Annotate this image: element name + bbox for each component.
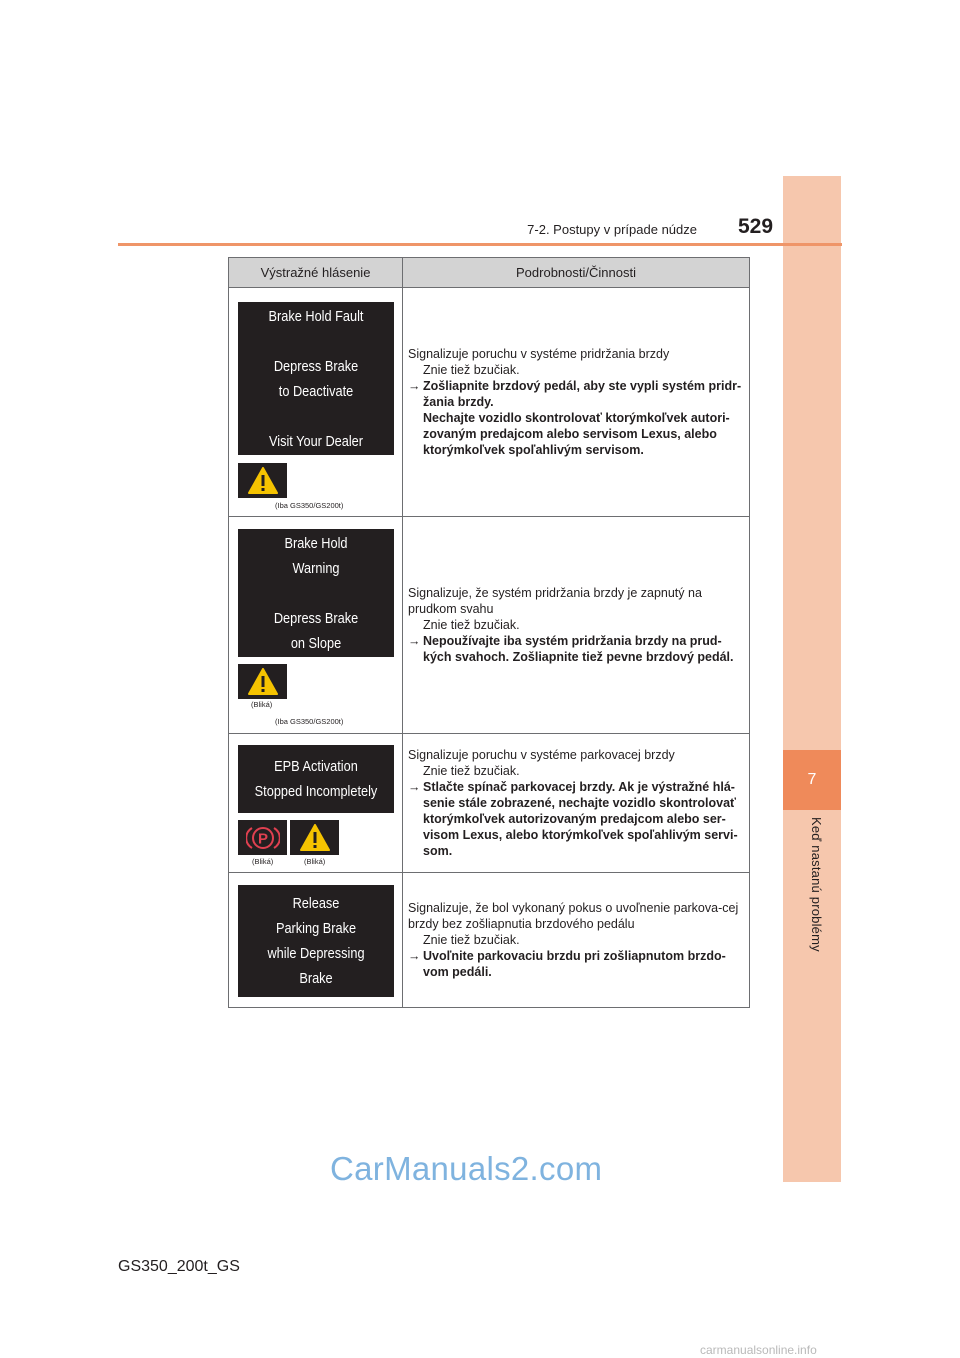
action-line <box>408 378 743 410</box>
column-header-details: Podrobnosti/Činnosti <box>403 258 750 288</box>
message-cell <box>229 734 403 873</box>
desc-sub: Znie tiež bzučiak. <box>423 764 520 778</box>
column-header-message: Výstražné hlásenie <box>229 258 403 288</box>
action-line: Nechajte vozidlo skontrolovať ktorýmkoľvek autori-zovaným predajcom alebo servisom Lexus, alebo ktorýmkoľvek spoľahlivým servisom. <box>423 411 730 457</box>
action-line <box>408 633 743 665</box>
watermark-secondary[interactable]: carmanualsonline.info <box>700 1343 817 1357</box>
action-line <box>408 779 743 859</box>
desc-intro: Signalizuje, že bol vykonaný pokus o uvoľnenie parkova-cej brzdy bez zošliapnutia brzdového pedálu <box>408 901 739 931</box>
chapter-title: Keď nastanú problémy <box>809 817 824 952</box>
table-row <box>229 734 750 873</box>
display-screen <box>238 885 394 997</box>
warning-triangle-icon <box>248 467 278 494</box>
table-row <box>229 517 750 734</box>
screen-line: Depress Brake <box>273 609 359 627</box>
desc-intro: Signalizuje, že systém pridržania brzdy je zapnutý na prudkom svahu <box>408 586 702 616</box>
screen-line: Warning <box>292 559 340 577</box>
arrow-icon: → <box>408 949 421 963</box>
action-line <box>408 948 743 980</box>
action-text: Stlačte spínač parkovacej brzdy. Ak je výstražné hlá-senie stále zobrazené, nechajte vozidlo skontrolovať ktorýmkoľvek autorizovaným predajcom alebo ser-visom Lexus, alebo ktorýmkoľvek spoľahlivým servi-som. <box>423 780 738 858</box>
screen-line: Release <box>292 895 340 912</box>
warning-indicator <box>290 820 339 855</box>
page-number: 529 <box>738 215 774 238</box>
parking-indicator <box>238 820 287 855</box>
screen-line: Brake Hold Fault <box>268 307 364 325</box>
section-title: 7-2. Postupy v prípade núdze <box>527 222 697 237</box>
screen-line: Parking Brake <box>275 920 357 937</box>
message-cell <box>229 288 403 517</box>
details-cell <box>403 288 750 517</box>
screen-line: EPB Activation <box>274 758 358 775</box>
table-row <box>229 873 750 1008</box>
desc-sub: Znie tiež bzučiak. <box>423 618 520 632</box>
table-row <box>229 288 750 517</box>
header-rule <box>118 243 842 246</box>
details-cell <box>403 517 750 734</box>
message-cell <box>229 873 403 1008</box>
display-screen <box>238 529 394 657</box>
warning-triangle-icon <box>248 668 278 695</box>
screen-line: on Slope <box>290 634 342 652</box>
details-cell <box>403 734 750 873</box>
arrow-icon: → <box>408 379 421 393</box>
desc-intro: Signalizuje poruchu v systéme parkovacej brzdy <box>408 748 675 762</box>
desc-intro: Signalizuje poruchu v systéme pridržania brzdy <box>408 347 670 361</box>
blink-note: (Bliká) <box>252 857 274 866</box>
model-note: (Iba GS350/GS200t) <box>275 501 344 510</box>
display-screen <box>238 302 394 455</box>
screen-line: Stopped Incompletely <box>254 783 378 800</box>
display-screen <box>238 745 394 813</box>
svg-text:P: P <box>257 830 268 847</box>
action-text: Zošliapnite brzdový pedál, aby ste vypli systém pridr-žania brzdy. <box>423 379 742 409</box>
details-cell <box>403 873 750 1008</box>
table-header-row <box>229 258 750 288</box>
message-cell <box>229 517 403 734</box>
model-note: (Iba GS350/GS200t) <box>275 717 344 726</box>
screen-line: to Deactivate <box>278 382 354 400</box>
screen-line: Brake <box>299 970 333 987</box>
warning-table <box>228 257 750 1008</box>
screen-line: Visit Your Dealer <box>268 432 364 450</box>
blink-note: (Bliká) <box>304 857 326 866</box>
arrow-icon: → <box>408 634 421 648</box>
chapter-number: 7 <box>783 750 841 810</box>
blink-note: (Bliká) <box>251 700 273 709</box>
model-code: GS350_200t_GS <box>118 1258 240 1275</box>
action-text: Uvoľnite parkovaciu brzdu pri zošliapnutom brzdo-vom pedáli. <box>423 949 726 979</box>
screen-line: Depress Brake <box>273 357 359 375</box>
screen-line: Brake Hold <box>284 534 348 552</box>
parking-brake-icon <box>246 824 280 852</box>
screen-line: while Depressing <box>267 945 365 962</box>
warning-indicator <box>238 463 287 498</box>
warning-indicator <box>238 664 287 699</box>
arrow-icon: → <box>408 780 421 794</box>
desc-sub: Znie tiež bzučiak. <box>423 933 520 947</box>
warning-triangle-icon <box>300 824 330 851</box>
chapter-side-tab <box>783 176 841 1182</box>
desc-sub: Znie tiež bzučiak. <box>423 363 520 377</box>
watermark-link[interactable]: CarManuals2.com <box>330 1150 603 1187</box>
action-text: Nepoužívajte iba systém pridržania brzdy na prud-kých svahoch. Zošliapnite tiež pevne brzdový pedál. <box>423 634 734 664</box>
